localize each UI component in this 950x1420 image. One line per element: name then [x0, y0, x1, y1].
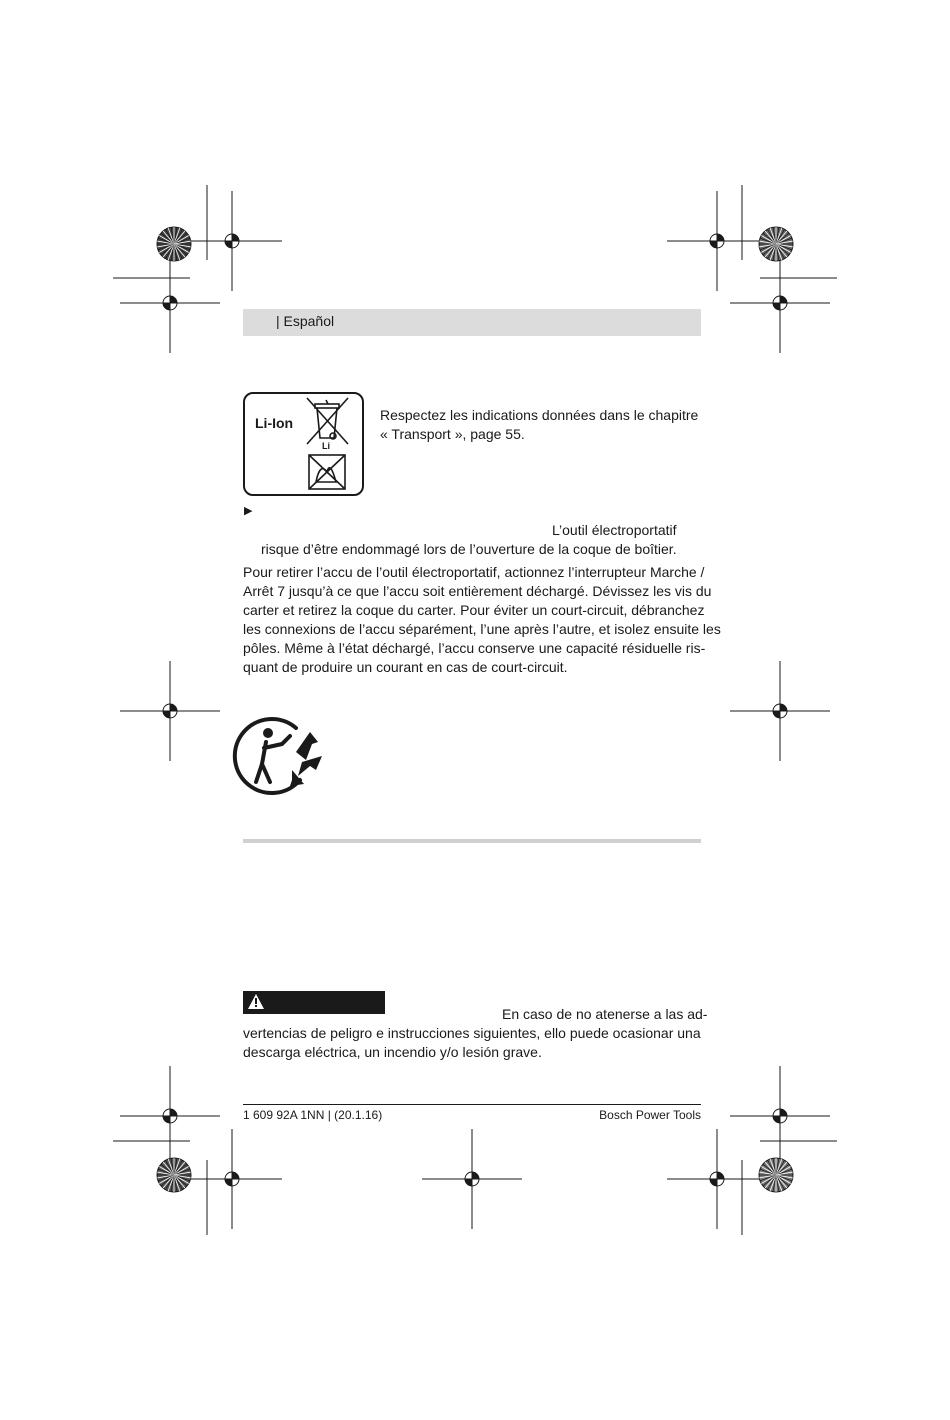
safety-warning-line-1: En caso de no atenerse a las ad-	[502, 1006, 708, 1022]
removal-line-4: les connexions de l’accu séparément, l’une après l’autre, et isolez ensuite les	[243, 621, 721, 637]
safety-warning-line-2: vertencias de peligro e instrucciones siguientes, ello puede ocasionar una	[243, 1025, 701, 1041]
removal-line-5: pôles. Même à l’état déchargé, l’accu conserve une capacité résiduelle ris-	[243, 640, 706, 656]
li-ion-label: Li-Ion	[255, 415, 294, 431]
section-divider	[243, 839, 701, 843]
safety-warning-line-3: descarga eléctrica, un incendio y/o lesión grave.	[243, 1044, 542, 1060]
warning-label-bar	[243, 991, 385, 1014]
footer-rule	[243, 1104, 701, 1105]
footer-doc-ref: 1 609 92A 1NN | (20.1.16)	[243, 1108, 383, 1122]
bullet-line-2: risque d’être endommagé lors de l’ouverture de la coque de boîtier.	[261, 541, 677, 557]
li-sub-label: Li	[322, 441, 330, 451]
transport-note-line-2: « Transport », page 55.	[380, 426, 525, 442]
section-label: | Español	[276, 313, 335, 329]
footer-brand: Bosch Power Tools	[599, 1108, 701, 1122]
bullet-line-1: L’outil électroportatif	[552, 522, 677, 538]
removal-line-1: Pour retirer l’accu de l’outil électroportatif, actionnez l’interrupteur Marche /	[243, 564, 705, 580]
transport-note-line-1: Respectez les indications données dans le chapitre	[380, 407, 699, 423]
removal-line-6: quant de produire un courant en cas de court-circuit.	[243, 659, 568, 675]
li-ion-symbol-box	[243, 392, 364, 496]
bullet-marker: ▶	[244, 505, 253, 517]
removal-line-2: Arrêt 7 jusqu’à ce que l’accu soit entièrement déchargé. Dévissez les vis du	[243, 583, 712, 599]
removal-line-3: carter et retirez la coque du carter. Pour éviter un court-circuit, débranchez	[243, 602, 705, 618]
